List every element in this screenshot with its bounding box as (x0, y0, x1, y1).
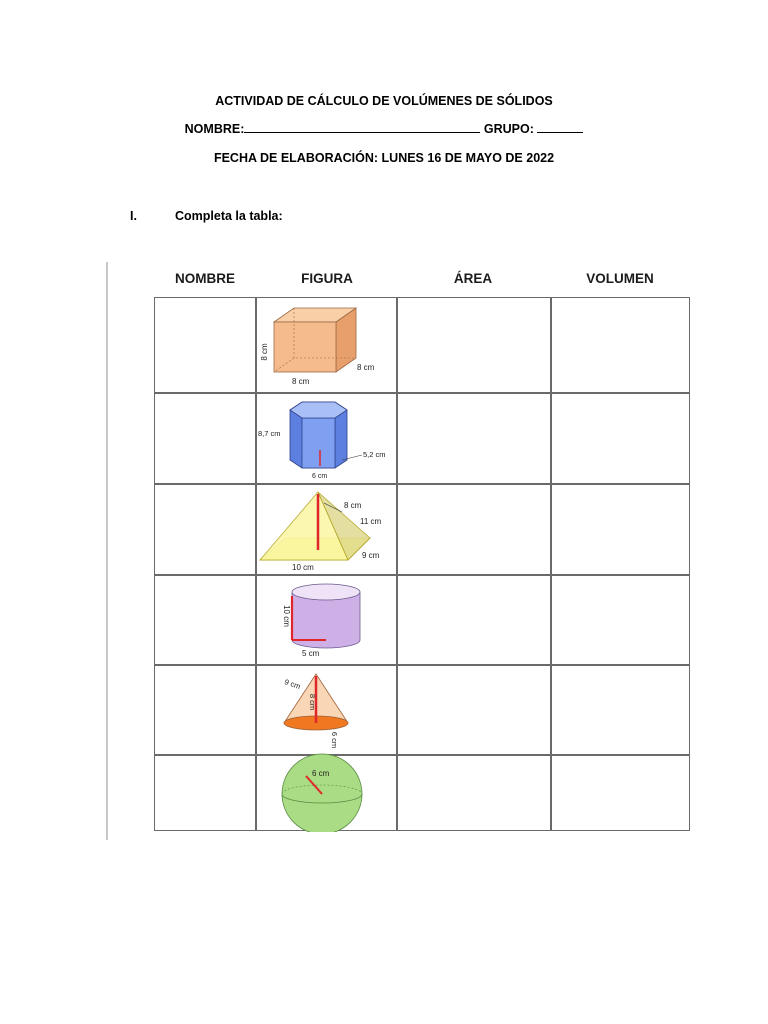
cube-depth-label: 8 cm (357, 363, 375, 372)
cone-figure (283, 674, 348, 748)
sphere-radius-label: 6 cm (312, 769, 330, 778)
hexagonal-prism-figure (258, 402, 386, 480)
row-4-volumen-cell[interactable] (552, 576, 689, 663)
cube-width-label: 8 cm (292, 377, 310, 386)
section-number: I. (130, 209, 137, 223)
cone-slant-label: 9 cm (283, 677, 302, 691)
row-6-nombre-cell[interactable] (156, 756, 254, 830)
name-group-line (0, 122, 768, 136)
row-2-volumen-cell[interactable] (552, 394, 689, 482)
cone-height-label: 8 cm (308, 693, 317, 711)
prism-front-face (302, 418, 335, 468)
image-left-border (106, 262, 108, 840)
row-3-area-cell[interactable] (398, 485, 549, 573)
row-4-area-cell[interactable] (398, 576, 549, 663)
row-4-nombre-cell[interactable] (156, 576, 254, 663)
cube-front-face (274, 322, 336, 372)
column-header-volumen: VOLUMEN (586, 271, 654, 286)
prism-side-label: 6 cm (312, 473, 328, 480)
cylinder-figure (282, 584, 360, 658)
row-5-volumen-cell[interactable] (552, 666, 689, 753)
group-blank[interactable] (537, 122, 583, 133)
row-5-area-cell[interactable] (398, 666, 549, 753)
section-instruction (130, 209, 283, 223)
cylinder-top (292, 584, 360, 600)
instruction-text: Completa la tabla: (175, 209, 283, 223)
pyramid-slant-label: 11 cm (360, 517, 382, 526)
prism-height-label: 8,7 cm (258, 429, 281, 438)
row-1-nombre-cell[interactable] (156, 299, 254, 391)
row-2-area-cell[interactable] (398, 394, 549, 482)
square-pyramid-figure (260, 492, 382, 572)
cylinder-radius-label: 5 cm (302, 649, 320, 658)
row-1-volumen-cell[interactable] (552, 299, 689, 391)
pyramid-height-label: 8 cm (344, 501, 362, 510)
date-line: FECHA DE ELABORACIÓN: LUNES 16 DE MAYO DE 2022 (213, 151, 555, 165)
group-label: GRUPO: (483, 122, 534, 136)
pyramid-depth-label: 9 cm (362, 551, 380, 560)
row-3-nombre-cell[interactable] (156, 485, 254, 573)
cube-height-label: 8 cm (260, 343, 269, 361)
column-header-nombre: NOMBRE (175, 271, 235, 286)
name-label: NOMBRE: (184, 122, 245, 136)
sphere-figure (282, 754, 362, 832)
cylinder-height-label: 10 cm (282, 605, 291, 627)
row-3-volumen-cell[interactable] (552, 485, 689, 573)
figure-column (256, 298, 396, 832)
row-6-volumen-cell[interactable] (552, 756, 689, 830)
prism-top-face (290, 402, 347, 418)
prism-apothem-label: 5,2 cm (363, 450, 386, 459)
name-blank[interactable] (244, 122, 480, 133)
row-1-area-cell[interactable] (398, 299, 549, 391)
pyramid-base-label: 10 cm (292, 563, 314, 572)
column-header-figura: FIGURA (301, 271, 353, 286)
row-2-nombre-cell[interactable] (156, 394, 254, 482)
column-header-area: ÁREA (453, 271, 493, 286)
worksheet-title: ACTIVIDAD DE CÁLCULO DE VOLÚMENES DE SÓLIDOS (215, 94, 553, 108)
row-6-area-cell[interactable] (398, 756, 549, 830)
cube-figure (260, 308, 375, 386)
cone-radius-label: 6 cm (330, 731, 339, 749)
row-5-nombre-cell[interactable] (156, 666, 254, 753)
